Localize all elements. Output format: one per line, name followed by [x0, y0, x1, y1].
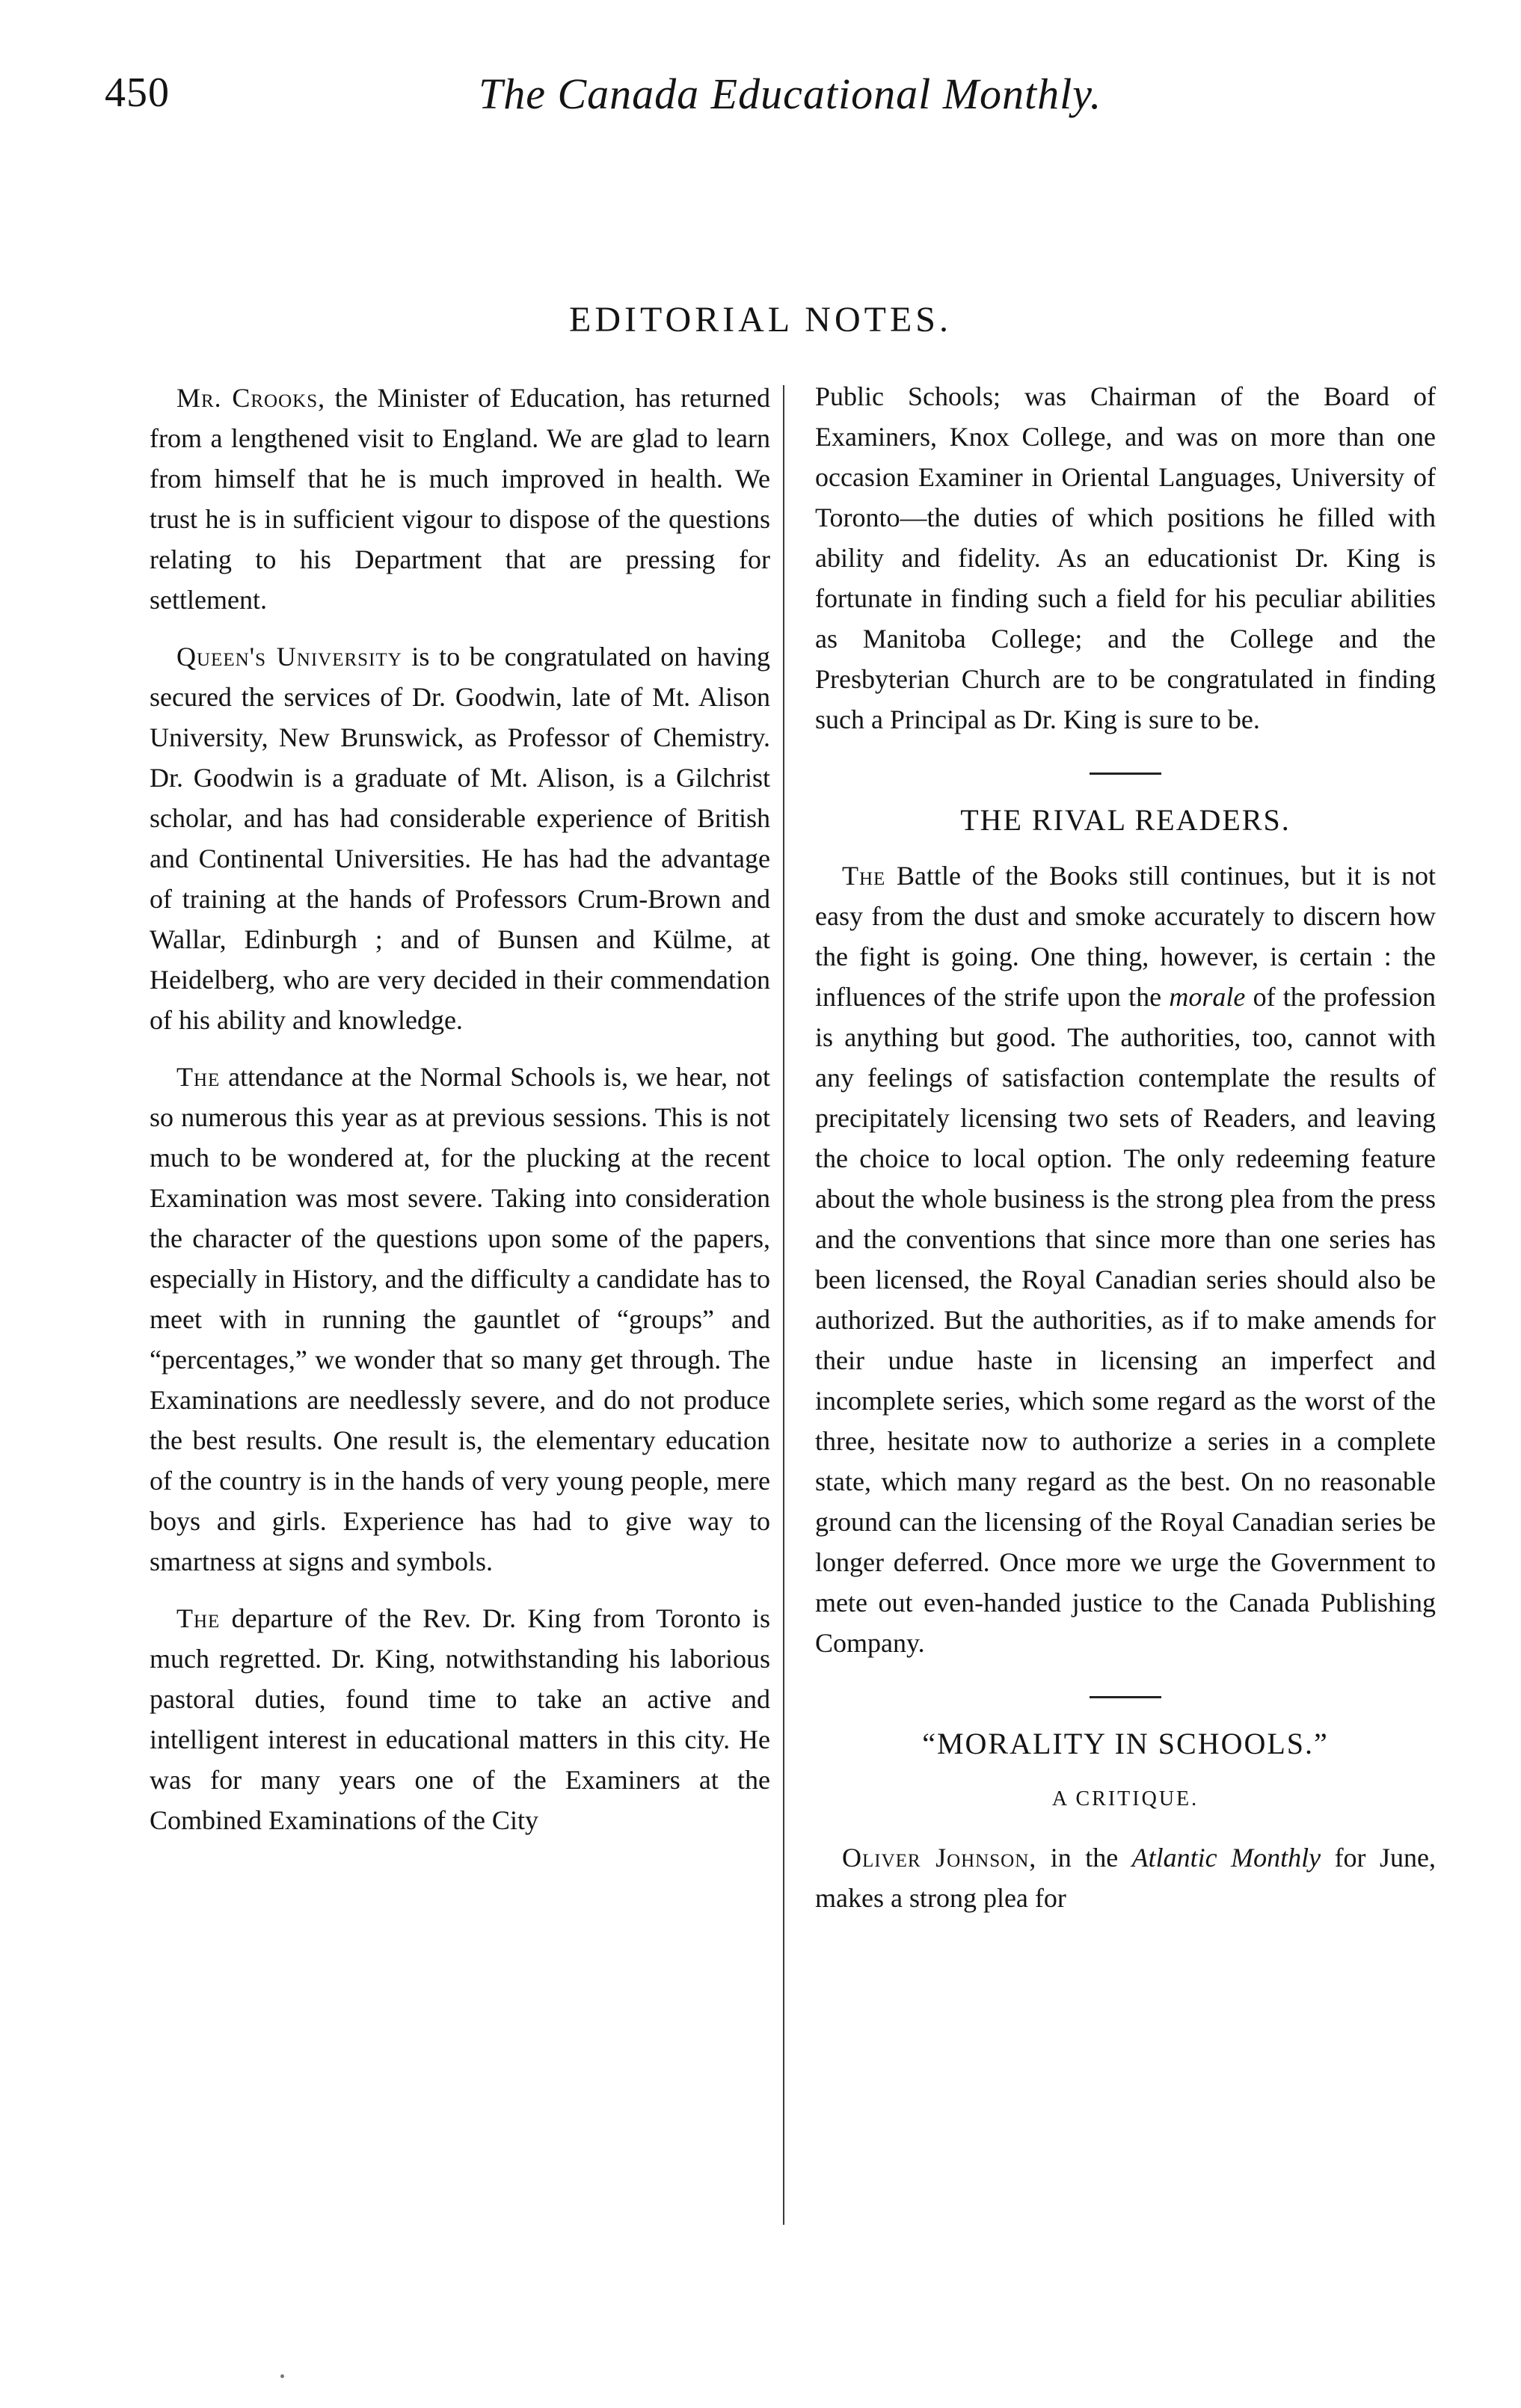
paragraph-text: is to be congratulated on having secured the services of Dr. Goodwin, late of Mt. Alison University, New Brunswick, as Professor of Chemistry. Dr. Goodwin is a graduate of Mt. Alison, is a Gilchrist scholar, and has had considerable experience of British and Continental Universities. He has had the advantage of training at the hands of Professors Crum-Brown and Wallar, Edinburgh ; and of Bunsen and Külme, at Heidelberg, who are very decided in their commendation of his ability and knowledge.: [150, 642, 770, 1035]
note-dr-king: [150, 1598, 770, 1840]
lead-in: Mr. Crooks,: [176, 383, 326, 413]
heading-morality-in-schools: “MORALITY IN SCHOOLS.”: [922, 1727, 1329, 1760]
emphasis-text: Atlantic Monthly: [1131, 1843, 1321, 1873]
running-head: [0, 69, 1521, 129]
note-rival-readers: [815, 856, 1436, 1663]
emphasis-text: morale: [1169, 982, 1246, 1012]
paragraph-text: Public Schools; was Chairman of the Board of Examiners, Knox College, and was on more than one occasion Examiner in Oriental Languages, University of Toronto—the duties of which positions he filled with ability and fidelity. As an educationist Dr. King is fortunate in finding such a field for his peculiar abilities as Manitoba College; and the College and the Presbyterian Church are to be congratulated in finding such a Principal as Dr. King is sure to be.: [815, 381, 1436, 734]
column-divider: [783, 385, 784, 2225]
note-morality: [815, 1837, 1436, 1918]
right-column: [815, 376, 1436, 1918]
paragraph-text: for June, makes a strong plea for: [815, 1843, 1436, 1913]
paragraph-text: attendance at the Normal Schools is, we hear, not so numerous this year as at previous sessions. This is not much to be wondered at, for the plucking at the recent Examination was most severe. Taking into consideration the character of the questions upon some of the papers, especially in History, and the difficulty a candidate has to meet with in running the gauntlet of “groups” and “percentages,” we wonder that so many get through. The Examinations are needlessly severe, and do not produce the best results. One result is, the elementary education of the country is in the hands of very young people, mere boys and girls. Experience has had to give way to smartness at signs and symbols.: [150, 1062, 770, 1576]
note-dr-king-continued: [815, 376, 1436, 740]
note-queens-university: [150, 636, 770, 1040]
paragraph-text: departure of the Rev. Dr. King from Toronto is much regretted. Dr. King, notwithstanding his laborious pastoral duties, found time to take an active and intelligent interest in educational matters in this city. He was for many years one of the Examiners at the Combined Examinations of the City: [150, 1603, 770, 1835]
left-column: [150, 378, 770, 1840]
section-rule: [1090, 1696, 1161, 1698]
lead-in: The: [176, 1062, 221, 1092]
page-number: 450: [105, 70, 170, 116]
paragraph-text: the Minister of Education, has returned from a lengthened visit to England. We are glad to learn from himself that he is much improved in health. We trust he is in sufficient vigour to dispose of the questions relating to his Department that are pressing for settlement.: [150, 383, 771, 615]
paragraph-text: of the profession is anything but good. The authorities, too, cannot with any feelings of satisfaction contemplate the results of precipitately licensing two sets of Readers, and leaving the choice to local option. The only redeeming feature about the whole business is the strong plea from the press and the conventions that since more than one series has been licensed, the Royal Canadian series should also be authorized. But the authorities, as if to make amends for their undue haste in licensing an imperfect and incomplete series, which some regard as the worst of the three, hesitate now to authorize a series in a complete state, which many regard as the best. On no reasonable ground can the licensing of the Royal Canadian series be longer deferred. Once more we urge the Government to mete out even-handed justice to the Canada Publishing Company.: [815, 982, 1436, 1658]
paragraph-text: Battle of the Books still continues, but it is not easy from the dust and smoke accurately to discern how the fight is going. One thing, however, is certain : the influences of the strife upon the: [815, 861, 1436, 1012]
print-speck: [280, 2374, 284, 2378]
lead-in: Oliver Johnson,: [842, 1843, 1037, 1873]
lead-in: The: [176, 1603, 221, 1633]
journal-title: The Canada Educational Monthly.: [479, 70, 1102, 118]
section-rule: [1090, 773, 1161, 775]
note-crooks: [150, 378, 770, 620]
section-title: EDITORIAL NOTES.: [569, 300, 952, 340]
lead-in: The: [842, 861, 886, 891]
lead-in: Queen's University: [176, 642, 402, 672]
paragraph-text: in the: [1036, 1843, 1132, 1873]
subheading-critique: A CRITIQUE.: [1051, 1787, 1199, 1810]
note-normal-schools: [150, 1057, 770, 1582]
heading-rival-readers: THE RIVAL READERS.: [960, 803, 1291, 837]
